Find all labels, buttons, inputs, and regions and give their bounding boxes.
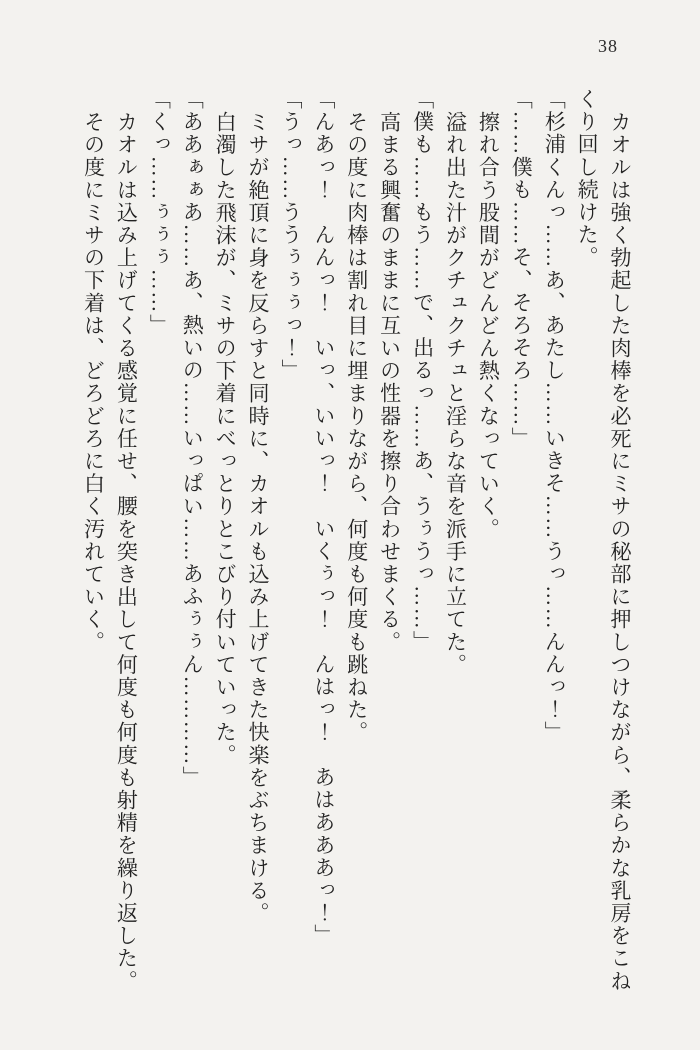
text-line: その度にミサの下着は、どろどろに白く汚れていく。 xyxy=(81,111,106,654)
text-line: 擦れ合う股間がどんどん熱くなっていく。 xyxy=(476,111,501,541)
text-line: 「……僕も……そ、そろそろ……」 xyxy=(509,88,534,450)
text-line: カオルは強く勃起した肉棒を必死にミサの秘部に押しつけながら、柔らかな乳房をこね xyxy=(608,111,632,993)
text-line: 「杉浦くんっ……あ、あたし……いきそ……うっ……んんっ！」 xyxy=(542,88,567,744)
text-line: 「ああぁぁあ……あ、熱いの……いっぱい……あふぅぅん…………」 xyxy=(180,88,205,789)
text-line: 「僕も……もう……で、出るっ……あ、うぅうっ……」 xyxy=(410,88,435,653)
text-line: カオルは込み上げてくる感覚に任せ、腰を突き出して何度も何度も射精を繰り返した。 xyxy=(114,111,139,993)
text-line: 「んあっ！ んんっ！ いっ、いいっ！ いくぅっ！ んはっ！ あはあああっ！」 xyxy=(311,88,336,947)
text-line: 溢れ出た汁がクチュクチュと淫らな音を派手に立てた。 xyxy=(443,111,468,676)
text-line: くり回し続けた。 xyxy=(575,88,600,269)
text-line: ミサが絶頂に身を反らすと同時に、カオルも込み上げてきた快楽をぶちまける。 xyxy=(246,111,271,925)
text-line: 白濁した飛沫が、ミサの下着にべっとりとこびり付いていった。 xyxy=(213,111,238,767)
text-line: その度に肉棒は割れ目に埋まりながら、何度も何度も跳ねた。 xyxy=(344,111,369,744)
text-line: 高まる興奮のままに互いの性器を擦り合わせまくる。 xyxy=(377,111,402,654)
page-number: 38 xyxy=(598,36,618,56)
text-line: 「くっ……ぅぅぅ……」 xyxy=(147,88,172,337)
text-columns xyxy=(77,88,636,1016)
text-line: 「うっ……ううぅぅぅっ！」 xyxy=(278,88,303,382)
